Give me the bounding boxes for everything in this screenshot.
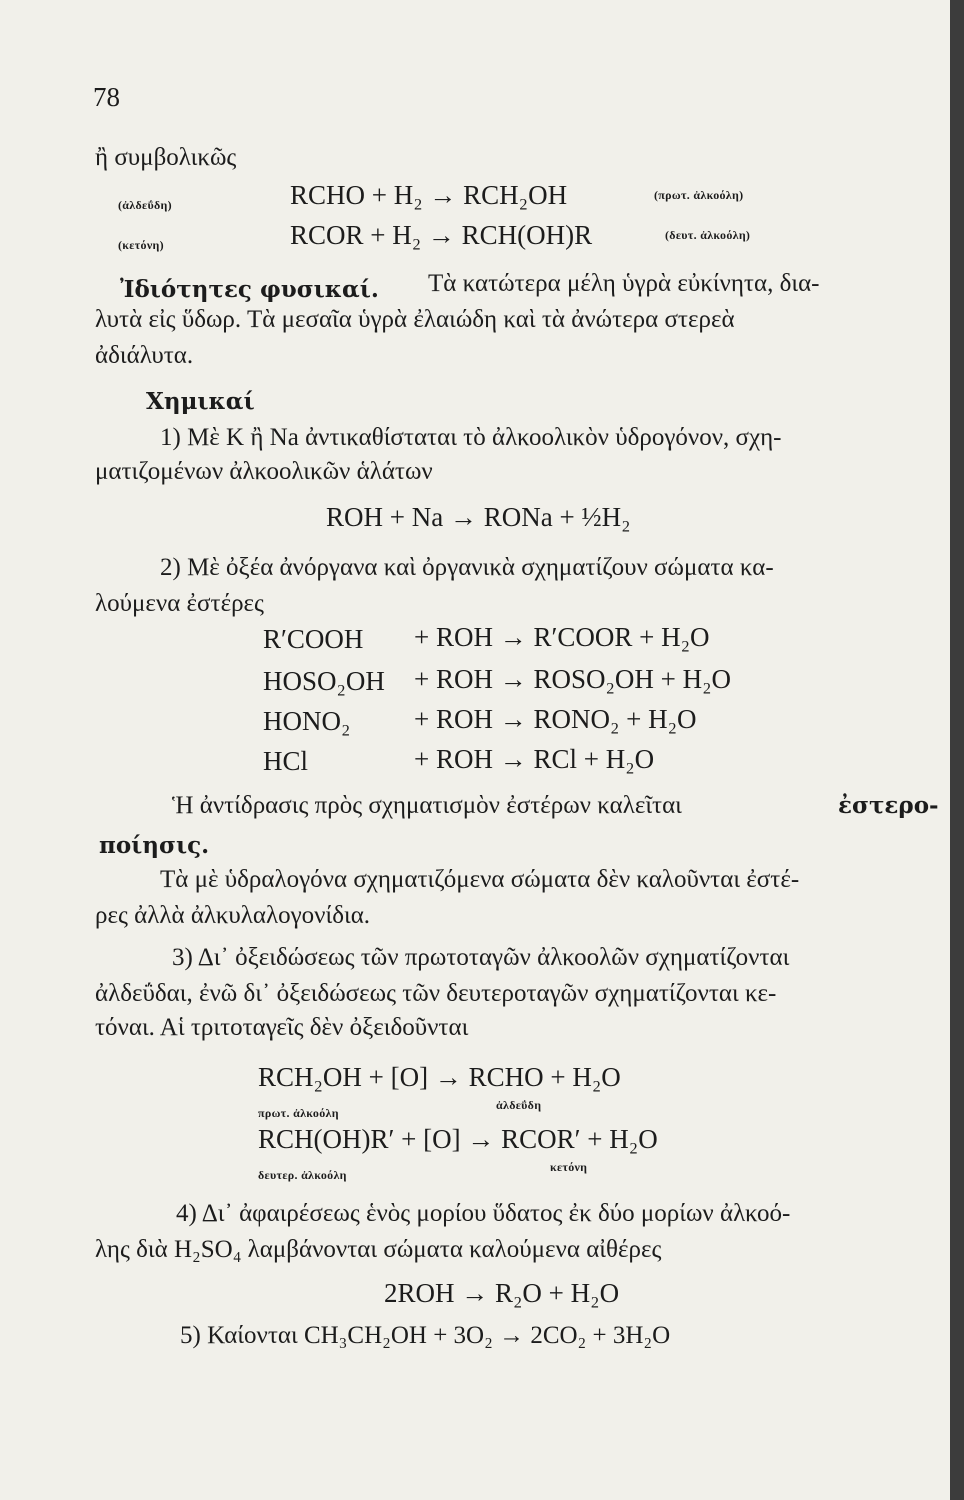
ether-equation: 2ROH → R₂O + H₂O xyxy=(384,1278,620,1308)
primary-alcohol-note: (πρωτ. ἀλκοόλη) xyxy=(654,188,744,202)
page-edge-shadow xyxy=(950,0,964,1500)
physical-line-1: Τὰ κατώτερα μέλη ὑγρὰ εὐκίνητα, δια- xyxy=(428,270,820,297)
ketone-tag: (κετόνη) xyxy=(118,238,164,252)
ketone-reduction-equation: RCOR + H₂ → RCH(OH)R xyxy=(290,220,593,250)
ester-equation-1: + ROH → R′COOR + H₂O xyxy=(414,622,710,652)
intro-text: ἢ συμβολικῶς xyxy=(95,144,237,171)
combustion-line: 5) Καίονται CH₃CH₂OH + 3O₂ → 2CO₂ + 3H₂O xyxy=(180,1322,671,1349)
property-4-line-1: 4) Δι᾽ ἀφαιρέσεως ἑνὸς μορίου ὕδατος ἐκ δύο μορίων ἀλκοό- xyxy=(176,1200,791,1227)
secondary-oxidation-equation: RCH(OH)R′ + [O] → RCOR′ + H₂O xyxy=(258,1124,658,1154)
ester-acid-2: HOSO₂OH xyxy=(263,666,385,696)
physical-line-3: ἀδιάλυτα. xyxy=(95,342,194,369)
property-1-line-2: ματιζομένων ἀλκοολικῶν ἁλάτων xyxy=(95,458,433,485)
ester-equation-3: + ROH → RONO₂ + H₂O xyxy=(414,704,697,734)
esterification-term-part-1: ἐστερο- xyxy=(838,792,939,819)
property-2-line-1: 2) Μὲ ὀξέα ἀνόργανα καὶ ὀργανικὰ σχηματίζουν σώματα κα- xyxy=(160,554,774,581)
physical-line-2: λυτὰ εἰς ὕδωρ. Τὰ μεσαῖα ὑγρὰ ἐλαιώδη καὶ τὰ ἀνώτερα στερεὰ xyxy=(95,306,735,333)
aldehyde-reduction-equation: RCHO + H₂ → RCH₂OH xyxy=(290,180,568,210)
ester-acid-1: R′COOH xyxy=(263,624,364,654)
aldehyde-tag: (ἀλδεΰδη) xyxy=(118,198,172,212)
primary-alcohol-label: πρωτ. ἀλκοόλη xyxy=(258,1106,339,1120)
ester-acid-4: HCl xyxy=(263,746,309,776)
halide-note-line-2: ρες ἀλλὰ ἀλκυλαλογονίδια. xyxy=(95,902,371,929)
property-1-line-1: 1) Μὲ K ἢ Na ἀντικαθίσταται τὸ ἀλκοολικὸν ὑδρογόνον, σχη- xyxy=(160,424,782,451)
ester-equation-4: + ROH → RCl + H₂O xyxy=(414,744,655,774)
property-3-line-3: τόναι. Αἱ τριτοταγεῖς δὲν ὀξειδοῦνται xyxy=(95,1014,469,1041)
property-2-line-2: λούμενα ἐστέρες xyxy=(95,590,264,617)
aldehyde-label: ἀλδεΰδη xyxy=(496,1098,542,1112)
page-number: 78 xyxy=(93,82,120,112)
ester-equation-2: + ROH → ROSO₂OH + H₂O xyxy=(414,664,732,694)
property-3-line-1: 3) Δι᾽ ὀξειδώσεως τῶν πρωτοταγῶν ἀλκοολῶν σχηματίζονται xyxy=(172,944,790,971)
halide-note-line-1: Τὰ μὲ ὑδραλογόνα σχηματιζόμενα σώματα δὲν καλοῦνται ἐστέ- xyxy=(160,866,800,893)
esterification-term-part-2: ποίησις. xyxy=(99,832,210,859)
secondary-alcohol-note: (δευτ. ἀλκοόλη) xyxy=(665,228,751,242)
ketone-label: κετόνη xyxy=(550,1160,588,1174)
physical-properties-heading: Ἰδιότητες φυσικαί. xyxy=(120,276,379,303)
primary-oxidation-equation: RCH₂OH + [O] → RCHO + H₂O xyxy=(258,1062,621,1092)
ester-acid-3: HONO₂ xyxy=(263,706,351,736)
chemical-properties-heading: Χημικαί xyxy=(146,388,255,415)
esterification-line-1: Ἡ ἀντίδρασις πρὸς σχηματισμὸν ἐστέρων καλεῖται xyxy=(172,792,682,819)
secondary-alcohol-label: δευτερ. ἀλκοόλη xyxy=(258,1168,347,1182)
property-3-line-2: ἀλδεΰδαι, ἐνῶ δι᾽ ὀξειδώσεως τῶν δευτεροταγῶν σχηματίζονται κε- xyxy=(95,980,777,1007)
property-4-line-2: λης διὰ H₂SO₄ λαμβάνονται σώματα καλούμενα αἰθέρες xyxy=(95,1236,662,1263)
sodium-alkoxide-equation: ROH + Na → RONa + ½H₂ xyxy=(326,502,631,532)
